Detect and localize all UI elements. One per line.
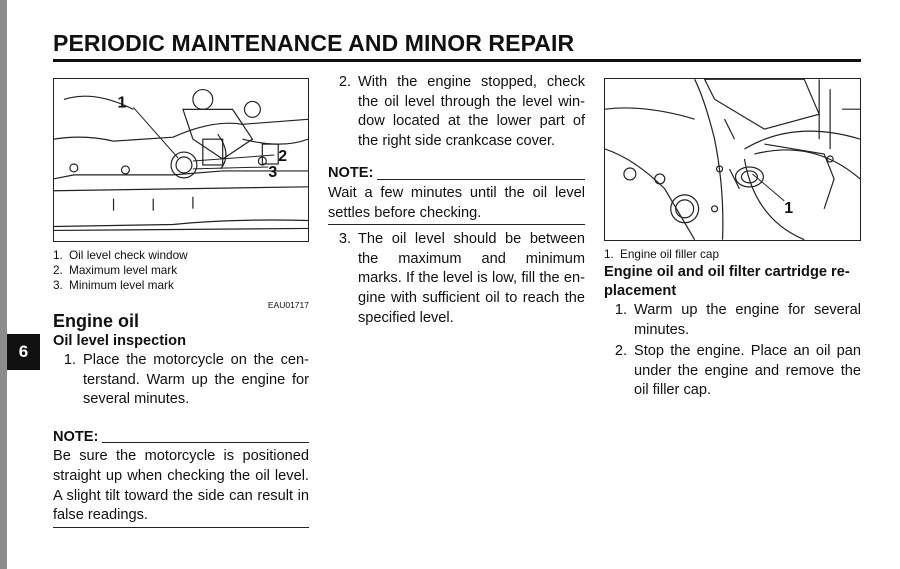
section-heading: Engine oil — [53, 311, 140, 331]
engine-drawing — [605, 79, 860, 240]
callout-3: 3 — [268, 163, 278, 181]
note-rule — [102, 442, 309, 443]
step-text: With the engine stopped, check the oil level through the level win-dow located at the lower part of the right side crankcase cover. — [358, 74, 585, 149]
chapter-tab: 6 — [7, 334, 40, 370]
caption-item — [604, 247, 861, 262]
note-header — [328, 164, 585, 184]
caption-number: 1. — [604, 247, 614, 261]
callout-2: 2 — [278, 147, 288, 165]
step-text: Stop the engine. Place an oil pan under the engine and remove the oil filler cap. — [634, 343, 861, 399]
step-item — [604, 301, 861, 340]
crankcase-drawing — [54, 79, 308, 241]
note-header — [53, 428, 309, 448]
step-text: The oil level should be between the maximum and minimum marks. If the level is low, fill the en-gine with sufficient oil to reach the specified level. — [358, 231, 585, 326]
note-text: Wait a few minutes until the oil level settles before checking. — [328, 184, 585, 225]
middle-column — [328, 73, 585, 328]
figure-captions — [53, 248, 309, 293]
caption-item — [53, 278, 309, 293]
caption-text: Minimum level mark — [69, 278, 174, 292]
crankcase-illustration — [53, 78, 309, 242]
caption-item — [53, 263, 309, 278]
note-label: NOTE: — [53, 428, 99, 445]
note-label: NOTE: — [328, 165, 374, 182]
note-text: Be sure the motorcycle is positioned straight up when checking the oil level. A slight tilt toward the side can result in false readings. — [53, 447, 309, 527]
step-item — [53, 351, 309, 410]
page-edge — [0, 0, 7, 569]
reference-code: EAU01717 — [267, 300, 309, 310]
callout-1: 1 — [117, 94, 127, 112]
page-title: PERIODIC MAINTENANCE AND MINOR REPAIR — [53, 30, 861, 62]
step-number: 2. — [338, 74, 351, 90]
step-text: Place the motorcycle on the cen-terstand. Warm up the engine for several minutes. — [83, 352, 309, 408]
step-item — [328, 73, 585, 151]
caption-text: Oil level check window — [69, 248, 188, 262]
step-item — [328, 230, 585, 328]
caption-number: 1. — [53, 248, 63, 262]
caption-number: 2. — [53, 263, 63, 277]
step-text: Warm up the engine for several minutes. — [634, 302, 861, 338]
step-number: 1. — [614, 302, 627, 318]
left-column — [53, 78, 309, 528]
callout-1: 1 — [784, 199, 794, 217]
caption-text: Maximum level mark — [69, 263, 178, 277]
right-column — [604, 78, 861, 401]
caption-number: 3. — [53, 278, 63, 292]
figure-captions — [604, 247, 861, 262]
sub-heading: Engine oil and oil filter cartridge re-placement — [604, 264, 850, 299]
caption-text: Engine oil filler cap — [620, 247, 720, 261]
step-number: 3. — [338, 231, 351, 248]
step-number: 1. — [63, 352, 76, 368]
oil-filler-cap-illustration — [604, 78, 861, 241]
note-rule — [377, 179, 585, 180]
step-item — [604, 342, 861, 401]
sub-heading: Oil level inspection — [53, 333, 187, 349]
caption-item — [53, 248, 309, 263]
step-number: 2. — [614, 343, 627, 360]
